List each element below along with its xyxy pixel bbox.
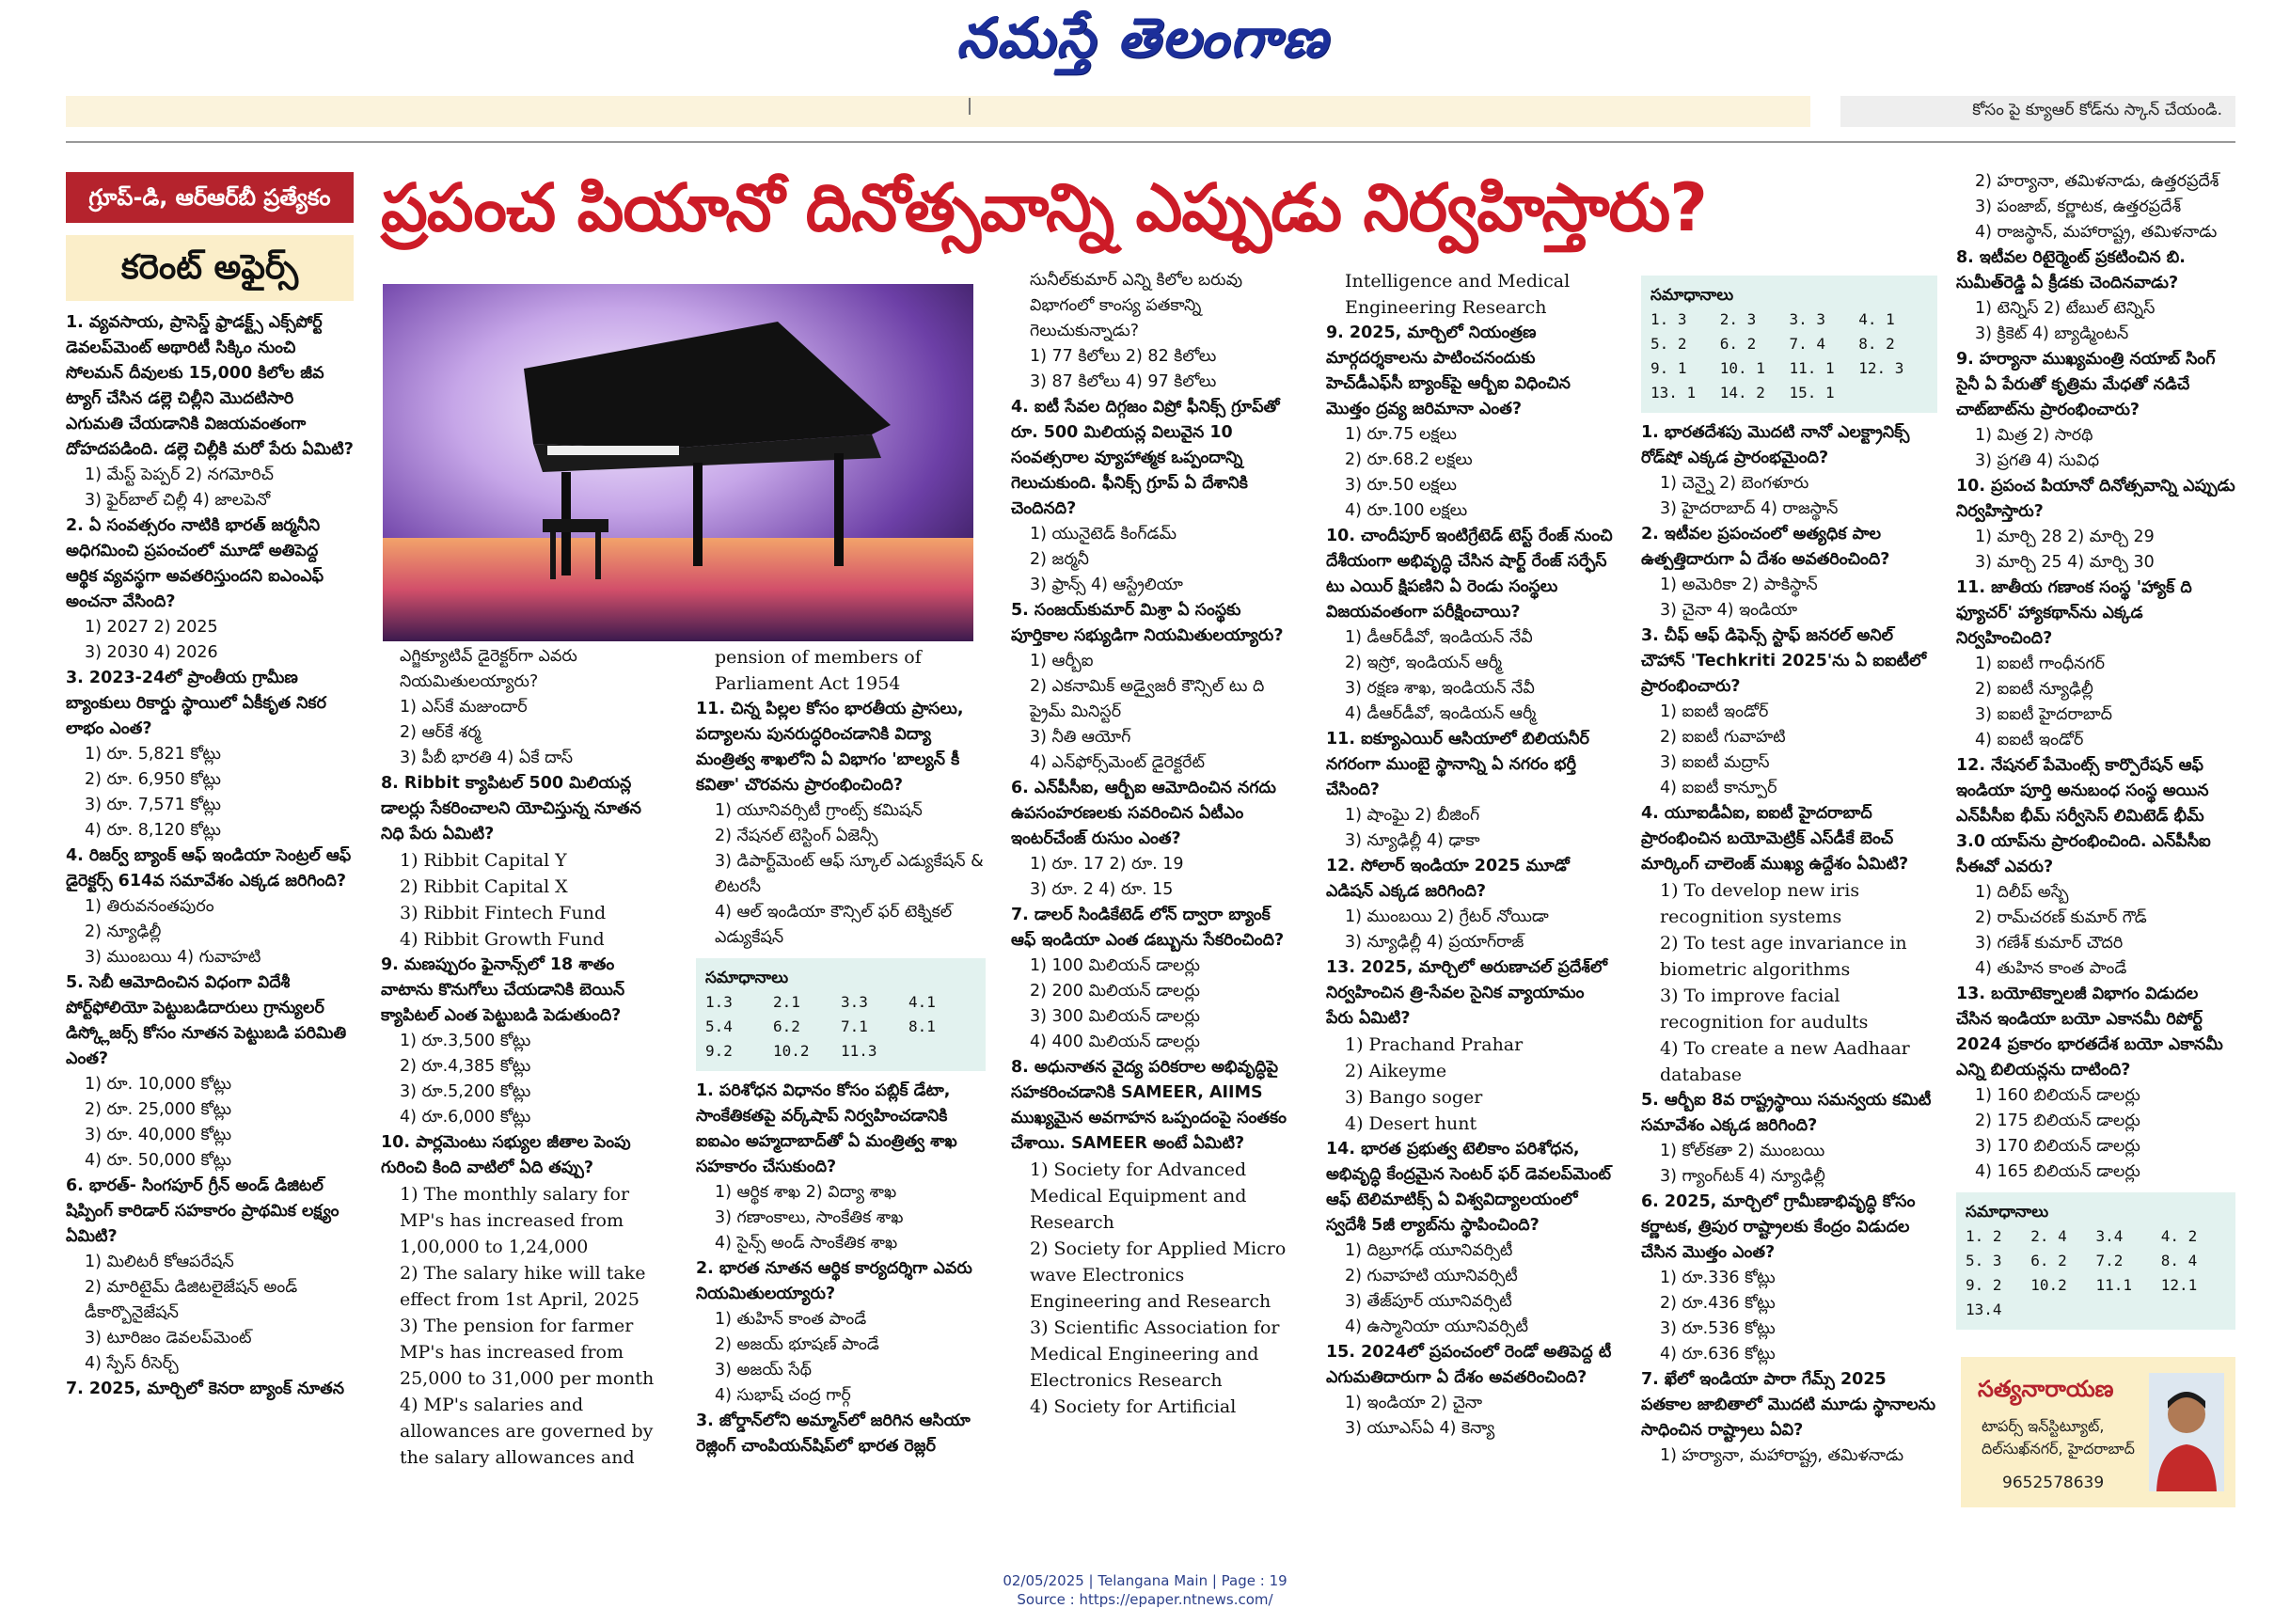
column-6 (1641, 268, 1937, 1523)
option-text: 1) రూ. 10,000 కోట్లు (85, 1075, 232, 1094)
answer-key-cell: 6.2 (773, 1017, 800, 1035)
question-text: 10. పార్లమెంటు సభ్యుల జీతాల పెంపు గురించి కింది వాటిలో ఏది తప్పు? (381, 1133, 631, 1177)
question-text: 1. వ్యవసాయ, ప్రాసెస్డ్ ఫ్రాడక్ట్స్ ఎక్స్‌పోర్ట్ డెవలప్‌మెంట్ అథారిటీ సిక్కిం నుంచి సోలమన్ దీవులకు 15,000 కిలోల జీవ ట్యాగ్ చేసిన డల్లె చిల్లీని మొదటిసారి ఎగుమతి చేయడానికి విజయవంతంగా దోహదపడింది. డల్లె చిల్లీకి మరో పేరు ఏమిటి? (66, 313, 354, 459)
question-text: 2. ఏ సంవత్సరం నాటికి భారత్ జర్మనీని అధిగమించి ప్రపంచంలో మూడో అతిపెద్ద ఆర్థిక వ్యవస్థగా అవతరిస్తుందని ఐఎంఎఫ్ అంచనా వేసింది? (66, 516, 324, 611)
option-text: 4) ఆల్ ఇండియా కౌన్సిల్ ఫర్ టెక్నికల్ ఎడ్యుకేషన్ (715, 903, 953, 947)
option-text: 3) టూరిజం డెవలప్‌మెంట్ (85, 1329, 252, 1348)
question-text: 5. ఆర్బీఐ 8వ రాష్ట్రస్థాయి సమన్వయ కమిటీ సమావేశం ఎక్కడ జరిగింది? (1641, 1091, 1932, 1135)
question-text: 7. ఖేలో ఇండియా పారా గేమ్స్ 2025 పతకాల జాబితాలో మొదటి మూడు స్థానాలను సాధించిన రాష్ట్రాలు ఏవి? (1641, 1370, 1936, 1440)
option-text: 3) డిపార్ట్‌మెంట్ ఆఫ్ స్కూల్ ఎడ్యుకేషన్ & లిటరసీ (715, 852, 984, 896)
answer-key-cell: 11.1 (2095, 1276, 2133, 1294)
author-org-line2: దిల్‌సుఖ్‌నగర్, హైదరాబాద్ (1982, 1440, 2135, 1458)
question-text: 8. Ribbit క్యాపిటల్ 500 మిలియన్ల డాలర్లు సేకరించాలని యోచిస్తున్న నూతన నిధి పేరు ఏమిటి? (381, 774, 641, 844)
question-text: 1. భారతదేశపు మొదటి నానో ఎలక్ట్రానిక్స్ రోడ్‌షో ఎక్కడ ప్రారంభమైంది? (1641, 423, 1910, 467)
option-text: 4) ఉస్మానియా యూనివర్సిటీ (1345, 1317, 1528, 1336)
piano-photo (383, 284, 973, 641)
option-text: 4) రాజస్థాన్, మహారాష్ట్ర, తమిళనాడు (1975, 223, 2218, 242)
option-text: 3) న్యూఢిల్లీ 4) ప్రయాగ్‌రాజ్ (1345, 933, 1524, 952)
option-text: 1) యునైటెడ్ కింగ్‌డమ్ (1030, 525, 1177, 544)
author-organization (1982, 1415, 2135, 1460)
option-text: 1) తిరువనంతపురం (85, 897, 214, 916)
author-name: సత్యనారాయణ (1978, 1376, 2114, 1402)
option-text: 4) సుభాష్ చంద్ర గార్గ్ (715, 1386, 851, 1405)
option-text: 2) రూ.68.2 లక్షలు (1345, 450, 1473, 469)
option-text: 3) 300 మిలియన్ డాలర్లు (1030, 1007, 1200, 1026)
answer-key-cell (2030, 1298, 2095, 1322)
option-text-english: 2) Ribbit Capital X (400, 876, 568, 897)
option-text: 3) రక్షణ శాఖ, ఇండియన్ నేవీ (1345, 679, 1535, 698)
option-text: 3) న్యూఢిల్లీ 4) ఢాకా (1345, 831, 1480, 850)
question-text: 6. 2025, మార్చిలో గ్రామీణాభివృద్ధి కోసం కర్ణాటక, త్రిపుర రాష్ట్రాలకు కేంద్రం విడుదల చేసిన మొత్తం ఎంత? (1641, 1192, 1916, 1262)
answer-key-cell: 9. 2 (1966, 1276, 2002, 1294)
option-text: 1) ఐఐటీ గాంధీనగర్ (1975, 654, 2106, 673)
option-text: 4) రూ.6,000 కోట్లు (400, 1108, 531, 1127)
option-text-english: 3) To improve facial recognition for audults (1660, 985, 1869, 1033)
answer-key-cell: 4.1 (908, 993, 936, 1011)
option-text: 1) రూ. 17 2) రూ. 19 (1030, 855, 1184, 874)
option-text: 2) రూ.4,385 కోట్లు (400, 1057, 531, 1076)
option-text: 3) హైదరాబాద్ 4) రాజస్థాన్ (1660, 499, 1839, 518)
option-text: 4) ఐఐటీ కాన్పూర్ (1660, 779, 1777, 797)
option-text: 3) పంజాబ్, కర్ణాటక, ఉత్తరప్రదేశ్ (1975, 197, 2182, 216)
answer-key-cell: 1. 3 (1650, 310, 1687, 328)
option-text: 1) ముంబయి 2) గ్రేటర్ నోయిడా (1345, 907, 1549, 926)
option-text: 1) 2027 2) 2025 (85, 618, 218, 637)
option-text-english: 4) Society for Artificial (1030, 1396, 1237, 1417)
option-text: 4) స్పేస్ రీసెర్చ్ (85, 1354, 179, 1373)
answer-key-cell: 4. 1 (1858, 310, 1895, 328)
question-text: 3. 2023-24లో ప్రాంతీయ గ్రామీణ బ్యాంకులు రికార్డు స్థాయిలో ఏకీకృత నికర లాభం ఎంత? (66, 669, 326, 738)
question-text: 6. భారత్- సింగపూర్ గ్రీన్ అండ్ డిజిటల్ షిప్పింగ్ కారిడార్ సహకారం ప్రాథమిక లక్ష్యం ఏమిటి? (66, 1176, 340, 1246)
column-3 (696, 644, 986, 1523)
option-text: 3) రూ.536 కోట్లు (1660, 1319, 1776, 1338)
column-5 (1326, 268, 1616, 1523)
option-text: 1) ఇండియా 2) చైనా (1345, 1394, 1483, 1412)
option-text: 3) అజయ్ సేథ్ (715, 1361, 813, 1380)
column-2 (381, 644, 668, 1523)
answer-key-cell: 1.3 (705, 993, 733, 1011)
masthead (0, 0, 2290, 83)
option-text: 1) షాంఘై 2) బీజింగ్ (1345, 806, 1480, 825)
option-text: 4) డీఆర్‌డీవో, ఇండియన్ ఆర్మీ (1345, 704, 1537, 723)
option-text: 3) రూ.5,200 కోట్లు (400, 1082, 531, 1101)
column-1 (66, 310, 354, 1523)
question-text: 4. యూఐడీఏఐ, ఐఐటీ హైదరాబాద్ ప్రారంభించిన బయోమెట్రిక్ ఎస్‌డీకే బెంచ్ మార్కింగ్ చాలెంజ్ ముఖ్య ఉద్దేశం ఏమిటి? (1641, 804, 1909, 874)
option-text: 2) గువాహటి యూనివర్సిటీ (1345, 1267, 1518, 1285)
option-text: 3) రూ. 7,571 కోట్లు (85, 796, 221, 814)
option-text: 1) యూనివర్సిటీ గ్రాంట్స్ కమిషన్ (715, 801, 923, 820)
option-text-english: 3) Bango soger (1345, 1087, 1483, 1108)
answer-key-box (1956, 1192, 2235, 1330)
answer-key-cell: 13.4 (1966, 1301, 2002, 1318)
option-text: 1) హర్యానా, మహారాష్ట్ర, తమిళనాడు (1660, 1446, 1904, 1465)
question-text: 9. 2025, మార్చిలో నియంత్రణ మార్గదర్శకాలను పాటించనందుకు హెచ్‌డీఎఫ్‌సీ బ్యాంక్‌పై ఆర్బీఐ విధించిన మొత్తం ద్రవ్య జరిమానా ఎంత? (1326, 323, 1571, 418)
footer-source-line[interactable]: Source : https://epaper.ntnews.com/ (1017, 1591, 1273, 1608)
option-text-english: 1) Ribbit Capital Y (400, 850, 567, 871)
option-text: 2) అజయ్ భూషణ్ పాండే (715, 1335, 879, 1354)
option-text: 2) 175 బిలియన్ డాలర్లు (1975, 1112, 2140, 1130)
question-text: 8. ఇటీవల రిటైర్మెంట్ ప్రకటించిన బి. సుమీత్‌రెడ్డి ఏ క్రీడకు చెందినవాడు? (1956, 248, 2186, 292)
option-text: 3) రూ.50 లక్షలు (1345, 476, 1457, 495)
option-text: 4) రూ.636 కోట్లు (1660, 1345, 1776, 1364)
answer-key-cell: 6. 2 (1719, 335, 1757, 353)
option-text: 1) 100 మిలియన్ డాలర్లు (1030, 956, 1200, 975)
answer-key-cell: 8. 2 (1858, 335, 1895, 353)
answer-key-cell: 10.2 (773, 1042, 810, 1060)
answer-key-cell: 14. 2 (1719, 384, 1765, 402)
option-text: 1) కోల్‌కతా 2) ముంబయి (1660, 1142, 1825, 1160)
question-text: 8. అధునాతన వైద్య పరికరాల అభివృద్ధిపై సహకరించడానికి SAMEER, AIIMS ముఖ్యమైన అవగాహన ఒప్పందంపై సంతకం చేశాయి. SAMEER అంటే ఏమిటి? (1011, 1058, 1287, 1153)
top-banner-strip (66, 96, 1810, 127)
answer-key-cell: 7.2 (2095, 1252, 2124, 1269)
option-text: 1) 160 బిలియన్ డాలర్లు (1975, 1086, 2140, 1105)
option-text: 3) రూ. 40,000 కోట్లు (85, 1126, 232, 1144)
option-text: 2) ఐఐటీ గువాహటి (1660, 728, 1786, 747)
answer-key-cell: 15. 1 (1789, 384, 1835, 402)
answer-key-cell: 8. 4 (2160, 1252, 2198, 1269)
option-text: 1) దిబ్రూగఢ్ యూనివర్సిటీ (1345, 1241, 1513, 1260)
option-text-english: 1) The monthly salary for MP's has increased from 1,00,000 to 1,24,000 (400, 1184, 630, 1257)
header-rule (66, 141, 2235, 143)
question-text: 12. నేషనల్ పేమెంట్స్ కార్పొరేషన్ ఆఫ్ ఇండియా పూర్తి అనుబంధ సంస్థ అయిన ఎన్‌పీసీఐ భీమ్ సర్వీసెస్ లిమిటెడ్ భీమ్ 3.0 యాప్‌ను ప్రారంభించింది. ఎన్‌పీసీఐ సీఈవో ఎవరు? (1956, 756, 2211, 876)
answer-key-box (1641, 276, 1937, 413)
option-text: 1) దిలీప్ అస్బే (1975, 883, 2069, 902)
author-org-line1: టాపర్స్ ఇన్‌స్టిట్యూట్, (1982, 1417, 2105, 1435)
footer-edition-line: 02/05/2025 | Telangana Main | Page : 19 (1003, 1572, 1287, 1589)
answer-key-cell: 10. 1 (1719, 359, 1765, 377)
option-text: 3) ఫైర్‌బాల్ చిల్లీ 4) జాలపెనో (85, 491, 271, 510)
option-text: 3) 2030 4) 2026 (85, 643, 218, 662)
option-text: 2) రూ. 25,000 కోట్లు (85, 1100, 232, 1119)
question-text: 1. పరిశోధన విధానం కోసం పబ్లిక్ డేటా, సాంకేతికతపై వర్క్‌షాప్ నిర్వహించడానికి ఐఐఎం అహ్మదాబాద్‌తో ఏ మంత్రిత్వ శాఖ సహకారం చేసుకుంది? (696, 1081, 957, 1176)
option-text: 3) గణేశ్ కుమార్ చౌదరి (1975, 934, 2124, 953)
option-text: 1) మార్చి 28 2) మార్చి 29 (1975, 528, 2155, 546)
question-text: 11. చిన్న పిల్లల కోసం భారతీయ ప్రాసలు, పద్యాలను పునరుద్ధరించడానికి విద్యా మంత్రిత్వ శాఖలోని ఏ విభాగం 'బాల్యన్ కీ కవితా' చొరవను ప్రారంభించింది? (696, 700, 964, 795)
answer-key-cell: 7. 4 (1789, 335, 1826, 353)
answer-key-cell: 7.1 (841, 1017, 868, 1035)
option-text: 1) తుహిన్ కాంత పాండే (715, 1310, 867, 1329)
option-text-english: 3) Ribbit Fintech Fund (400, 903, 607, 923)
option-text: 3) గ్యాంగ్‌టక్ 4) న్యూఢిల్లీ (1660, 1167, 1825, 1186)
question-text: 11. ఐక్యూఎయిర్ ఆసియాలో బిలియనీర్ నగరంగా ముంబై స్థానాన్ని ఏ నగరం భర్తీ చేసింది? (1326, 730, 1590, 799)
answer-key-cell: 5.4 (705, 1017, 733, 1035)
option-text: 1) రూ.336 కోట్లు (1660, 1269, 1776, 1287)
option-text: 1) రూ.3,500 కోట్లు (400, 1032, 531, 1050)
answer-key-cell: 3.3 (841, 993, 868, 1011)
option-text: 4) రూ. 8,120 కోట్లు (85, 821, 221, 840)
answer-key-cell (1858, 381, 1928, 405)
answer-key-cell (2096, 1298, 2161, 1322)
article-headline: ప్రపంచ పియానో దినోత్సవాన్ని ఎప్పుడు నిర్వహిస్తారు? (381, 169, 1707, 246)
question-text: 9. హర్యానా ముఖ్యమంత్రి నయాబ్ సింగ్ సైనీ ఏ పేరుతో కృత్రిమ మేధతో నడిచే చాట్‌బాట్‌ను ప్రారంభించారు? (1956, 350, 2216, 419)
answer-key-cell (908, 1039, 976, 1064)
question-text: 5. సెబీ ఆమోదించిన విధంగా విదేశీ పోర్ట్‌ఫోలియో పెట్టుబడిదారులు గ్రాన్యులర్ డిస్క్లోజర్స్ కోసం నూతన పెట్టుబడి పరిమితి ఎంత? (66, 973, 347, 1068)
option-text: 3) ఐఐటీ మద్రాస్ (1660, 753, 1770, 772)
answer-key-box (696, 958, 986, 1071)
page-footer (0, 1571, 2290, 1609)
answer-key-cell: 11. 1 (1789, 359, 1835, 377)
option-text-english: 2) Aikeyme (1345, 1061, 1447, 1081)
option-text: 3) నీతి ఆయోగ్ (1030, 728, 1131, 747)
option-text: 4) రూ. 50,000 కోట్లు (85, 1151, 232, 1170)
answer-key-cell: 2. 3 (1719, 310, 1757, 328)
option-text: 4) సైన్స్ అండ్ సాంకేతిక శాఖ (715, 1234, 898, 1253)
question-text: 10. ప్రపంచ పియానో దినోత్సవాన్ని ఎప్పుడు నిర్వహిస్తారు? (1956, 477, 2235, 521)
qr-note-strip (1840, 96, 2235, 127)
option-text: 2) జర్మనీ (1030, 550, 1089, 569)
question-text: 10. చాందీపూర్ ఇంటిగ్రేటెడ్ టెస్ట్ రేంజ్ నుంచి దేశీయంగా అభివృద్ధి చేసిన షార్ట్ రేంజ్ సర్ఫేస్ టు ఎయిర్ క్షిపణిని ఏ రెండు సంస్థలు విజయవంతంగా పరీక్షించాయి? (1326, 527, 1613, 622)
answer-key-title: సమాధానాలు (705, 969, 789, 987)
option-text-english: 3) Scientific Association for Medical Engineering and Electronics Research (1030, 1317, 1280, 1391)
question-text: 13. 2025, మార్చిలో అరుణాచల్ ప్రదేశ్‌లో నిర్వహించిన త్రి-సేవల సైనిక వ్యాయామం పేరు ఏమిటి? (1326, 958, 1607, 1028)
option-text: 3) చైనా 4) ఇండియా (1660, 601, 1798, 620)
question-text: 6. ఎన్‌పీసీఐ, ఆర్బీఐ ఆమోదించిన నగదు ఉపసంహరణలకు సవరించిన ఏటీఎం ఇంటర్‌చేంజ్ రుసుం ఎంత? (1011, 779, 1276, 848)
option-text: 4) ఎన్‌ఫోర్స్‌మెంట్ డైరెక్టరేట్ (1030, 753, 1206, 772)
option-text: 1) ఆర్బీఐ (1030, 652, 1094, 670)
section-subtitle: కరెంట్ అఫైర్స్ (66, 235, 354, 301)
answer-key-cell: 9. 1 (1650, 359, 1687, 377)
option-text: 2) ఇస్రో, ఇండియన్ ఆర్మీ (1345, 654, 1502, 672)
answer-key-cell: 12.1 (2160, 1276, 2198, 1294)
option-text: 2) మారిటైమ్ డిజిటలైజేషన్ అండ్ డీకార్బొనైజేషన్ (85, 1278, 298, 1322)
question-text: 2. భారత నూతన ఆర్థిక కార్యదర్శిగా ఎవరు నియమితులయ్యారు? (696, 1259, 972, 1303)
column-4 (1011, 268, 1301, 1523)
answer-key-cell (2161, 1298, 2226, 1322)
answer-key-grid (1650, 307, 1928, 405)
answer-key-grid (1966, 1224, 2226, 1322)
answer-key-cell: 2. 4 (2030, 1227, 2067, 1245)
option-text: 4) ఐఐటీ ఇండోర్ (1975, 731, 2084, 749)
question-text: 15. 2024లో ప్రపంచంలో రెండో అతిపెద్ద టీ ఎగుమతిదారుగా ఏ దేశం అవతరించింది? (1326, 1343, 1612, 1387)
answer-key-cell: 5. 2 (1650, 335, 1687, 353)
answer-key-cell: 6. 2 (2030, 1252, 2067, 1269)
option-text: 3) క్రికెట్ 4) బ్యాడ్మింటన్ (1975, 324, 2129, 343)
option-text: 4) రూ.100 లక్షలు (1345, 501, 1468, 520)
answer-key-cell: 9.2 (705, 1042, 733, 1060)
option-text: 2) ఎకనామిక్ అడ్వైజరీ కౌన్సిల్ టు ది ప్రైమ్ మినిస్టర్ (1030, 677, 1265, 721)
option-text: 2) న్యూఢిల్లీ (85, 922, 162, 941)
option-text-english: pension of members of Parliament Act 1954 (715, 647, 922, 694)
option-text-english: 4) MP's salaries and allowances are governed by the salary allowances and (400, 1395, 654, 1468)
answer-key-cell: 3.4 (2095, 1227, 2124, 1245)
answer-key-cell: 4. 2 (2160, 1227, 2198, 1245)
option-text: 2) ఆర్‌కే శర్మ (400, 723, 482, 742)
question-text: 7. డాలర్ సిండికేటెడ్ లోన్ ద్వారా బ్యాంక్ ఆఫ్ ఇండియా ఎంత డబ్బును సేకరించింది? (1011, 906, 1285, 950)
option-text-english: 2) The salary hike will take effect from 1st April, 2025 (400, 1263, 646, 1310)
option-text: 1) ఎస్‌కే మజుందార్ (400, 698, 528, 717)
author-phone: 9652578639 (2002, 1474, 2105, 1492)
option-text: 3) 87 కిలోలు 4) 97 కిలోలు (1030, 372, 1217, 391)
option-text: 4) 400 మిలియన్ డాలర్లు (1030, 1033, 1200, 1051)
author-card (1961, 1357, 2235, 1507)
answer-key-cell: 2.1 (773, 993, 800, 1011)
option-text: 3) ఐఐటీ హైదరాబాద్ (1975, 705, 2112, 724)
question-text: 5. సంజయ్‌కుమార్ మిశ్రా ఏ సంస్థకు పూర్తికాల సభ్యుడిగా నియమితులయ్యారు? (1011, 601, 1284, 645)
option-text: 1) చెన్నై 2) బెంగళూరు (1660, 474, 1809, 493)
question-text: 14. భారత ప్రభుత్వ టెలికాం పరిశోధన, అభివృద్ధి కేంద్రమైన సెంటర్ ఫర్ డెవలప్‌మెంట్ ఆఫ్ టెలిమాటిక్స్ ఏ విశ్వవిద్యాలయంలో స్వదేశీ 5జీ ల్యాబ్‌ను స్థాపించింది? (1326, 1140, 1612, 1235)
option-text: 2) రామ్‌చరణ్ కుమార్ గౌడ్ (1975, 908, 2147, 927)
option-text-english: 3) The pension for farmer MP's has increased from 25,000 to 31,000 per month (400, 1316, 655, 1389)
option-text: 1) టెన్నిస్ 2) టేబుల్ టెన్నిస్ (1975, 299, 2156, 318)
option-text: 3) యూఎస్ఏ 4) కెన్యా (1345, 1419, 1495, 1438)
option-text-english: 1) Prachand Prahar (1345, 1034, 1524, 1055)
option-text: 2) నేషనల్ టెస్టింగ్ ఏజెన్సీ (715, 827, 878, 845)
option-text: 3) మార్చి 25 4) మార్చి 30 (1975, 553, 2155, 572)
answer-key-cell: 5. 3 (1966, 1252, 2002, 1269)
option-text: 1) రూ.75 లక్షలు (1345, 425, 1457, 444)
option-text: 3) పీబీ భారతి 4) ఏకే దాస్ (400, 749, 574, 767)
question-text: 12. సోలార్ ఇండియా 2025 మూడో ఎడిషన్ ఎక్కడ జరిగింది? (1326, 857, 1570, 901)
option-text-english: 1) Society for Advanced Medical Equipment and Research (1030, 1159, 1247, 1233)
question-text: 13. బయోటెక్నాలజీ విభాగం విడుదల చేసిన ఇండియా బయో ఎకానమీ రిపోర్ట్ 2024 ప్రకారం భారతదేశ బయో ఎకానమీ ఎన్ని బిలియన్లను దాటింది? (1956, 985, 2223, 1080)
answer-key-cell: 8.1 (908, 1017, 936, 1035)
option-text: 1) రూ. 5,821 కోట్లు (85, 745, 221, 764)
author-photo (2149, 1373, 2224, 1491)
option-text: 3) రూ. 2 4) రూ. 15 (1030, 880, 1174, 899)
answer-key-cell: 11.3 (841, 1042, 877, 1060)
qr-note-text: కోసం పై క్యూఆర్ కోడ్‌ను స్కాన్ చేయండి. (1972, 101, 2222, 119)
option-text-english: 1) To develop new iris recognition systems (1660, 880, 1860, 927)
question-text: 7. 2025, మార్చిలో కెనరా బ్యాంక్ నూతన (66, 1380, 345, 1398)
option-text-english: 2) To test age invariance in biometric algorithms (1660, 933, 1907, 980)
option-text: 4) తుహిన కాంత పాండే (1975, 959, 2127, 978)
option-text: 4) 165 బిలియన్ డాలర్లు (1975, 1162, 2140, 1181)
option-text: 2) ఐఐటీ న్యూఢిల్లీ (1975, 680, 2093, 699)
newspaper-logo: నమస్తే తెలంగాణ (956, 6, 1329, 70)
option-text: 3) 170 బిలియన్ డాలర్లు (1975, 1137, 2140, 1156)
question-text: 4. రిజర్వ్ బ్యాంక్ ఆఫ్ ఇండియా సెంట్రల్ ఆఫ్ డైరెక్టర్స్ 614వ సమావేశం ఎక్కడ జరిగింది? (66, 846, 352, 891)
answer-key-grid (705, 990, 976, 1064)
option-text: 1) ఆర్థిక శాఖ 2) విద్యా శాఖ (715, 1183, 897, 1202)
option-text-english: 4) Ribbit Growth Fund (400, 929, 605, 950)
option-text: 1) ఐఐటీ ఇండోర్ (1660, 702, 1769, 721)
option-text-english: 4) Desert hunt (1345, 1113, 1477, 1134)
option-text: 3) గణాంకాలు, సాంకేతిక శాఖ (715, 1208, 904, 1227)
option-text: ఎగ్జిక్యూటివ్ డైరెక్టర్‌గా ఎవరు నియమితులయ్యారు? (400, 647, 577, 691)
option-text: 2) రూ. 6,950 కోట్లు (85, 770, 221, 789)
option-text: 3) ప్రగతి 4) సువిధ (1975, 451, 2100, 470)
strip-divider (969, 98, 971, 115)
option-text: 1) మిలిటరీ కోఆపరేషన్ (85, 1253, 234, 1271)
option-text-english: 4) To create a new Aadhaar database (1660, 1038, 1910, 1085)
option-text: 1) మేస్ట్ పెప్పర్ 2) నగమోరిచ్ (85, 465, 274, 484)
option-text: సునీల్‌కుమార్ ఎన్ని కిలోల బరువు విభాగంలో కాంస్య పతకాన్ని గెలుచుకున్నాడు? (1030, 271, 1243, 340)
answer-key-title: సమాధానాలు (1966, 1203, 2049, 1222)
option-text: 3) ఫ్రాన్స్ 4) ఆస్ట్రేలియా (1030, 575, 1183, 594)
answer-key-cell: 13. 1 (1650, 384, 1697, 402)
option-text: 1) మిత్ర 2) సారథి (1975, 426, 2093, 445)
question-text: 11. జాతీయ గణాంక సంస్థ 'హ్యాక్ ది ఫ్యూచర్' హ్యాకథాన్‌ను ఎక్కడ నిర్వహించింది? (1956, 578, 2192, 648)
option-text: 2) హర్యానా, తమిళనాడు, ఉత్తరప్రదేశ్ (1975, 172, 2219, 191)
option-text: 1) 77 కిలోలు 2) 82 కిలోలు (1030, 347, 1217, 366)
question-text: 9. మణప్పురం ఫైనాన్స్‌లో 18 శాతం వాటాను కొనుగోలు చేయడానికి బెయిన్ క్యాపిటల్ ఎంత పెట్టుబడి పెడుతుంది? (381, 955, 625, 1025)
option-text-english: Intelligence and Medical Engineering Research (1345, 271, 1571, 318)
option-text: 3) తేజ్‌పూర్ యూనివర్సిటీ (1345, 1292, 1512, 1311)
option-text: 1) డీఆర్‌డీవో, ఇండియన్ నేవీ (1345, 628, 1533, 647)
answer-key-cell: 1. 2 (1966, 1227, 2002, 1245)
column-7 (1956, 169, 2235, 1349)
question-text: 2. ఇటీవల ప్రపంచంలో అత్యధిక పాల ఉత్పత్తిదారుగా ఏ దేశం అవతరించింది? (1641, 525, 1890, 569)
answer-key-cell: 12. 3 (1858, 359, 1904, 377)
option-text-english: 2) Society for Applied Micro wave Electronics Engineering and Research (1030, 1238, 1287, 1312)
section-tag: గ్రూప్-డి, ఆర్ఆర్‌బీ ప్రత్యేకం (66, 172, 354, 223)
answer-key-cell: 10.2 (2030, 1276, 2067, 1294)
option-text: 1) అమెరికా 2) పాకిస్థాన్ (1660, 575, 1818, 594)
question-text: 4. ఐటీ సేవల దిగ్గజం విప్రో ఫీనిక్స్ గ్రూప్‌తో రూ. 500 మిలియన్ల విలువైన 10 సంవత్సరాల వ్యూహాత్మక ఒప్పందాన్ని గెలుచుకుంది. ఫీనిక్స్ గ్రూప్ ఏ దేశానికి చెందినది? (1011, 398, 1280, 518)
option-text: 2) రూ.436 కోట్లు (1660, 1294, 1776, 1313)
question-text: 3. చీఫ్ ఆఫ్ డిఫెన్స్ స్టాఫ్ జనరల్ అనిల్ చౌహాన్ 'Techkriti 2025'ను ఏ ఐఐటీలో ప్రారంభించారు? (1641, 626, 1927, 696)
option-text: 3) ముంబయి 4) గువాహటి (85, 948, 261, 967)
answer-key-cell: 3. 3 (1789, 310, 1826, 328)
question-text: 3. జోర్డాన్‌లోని అమ్మాన్‌లో జరిగిన ఆసియా రెజ్లింగ్ చాంపియన్‌షిప్‌లో భారత రెజ్లర్ (696, 1411, 971, 1456)
answer-key-title: సమాధానాలు (1650, 286, 1734, 305)
option-text: 2) 200 మిలియన్ డాలర్లు (1030, 982, 1200, 1001)
